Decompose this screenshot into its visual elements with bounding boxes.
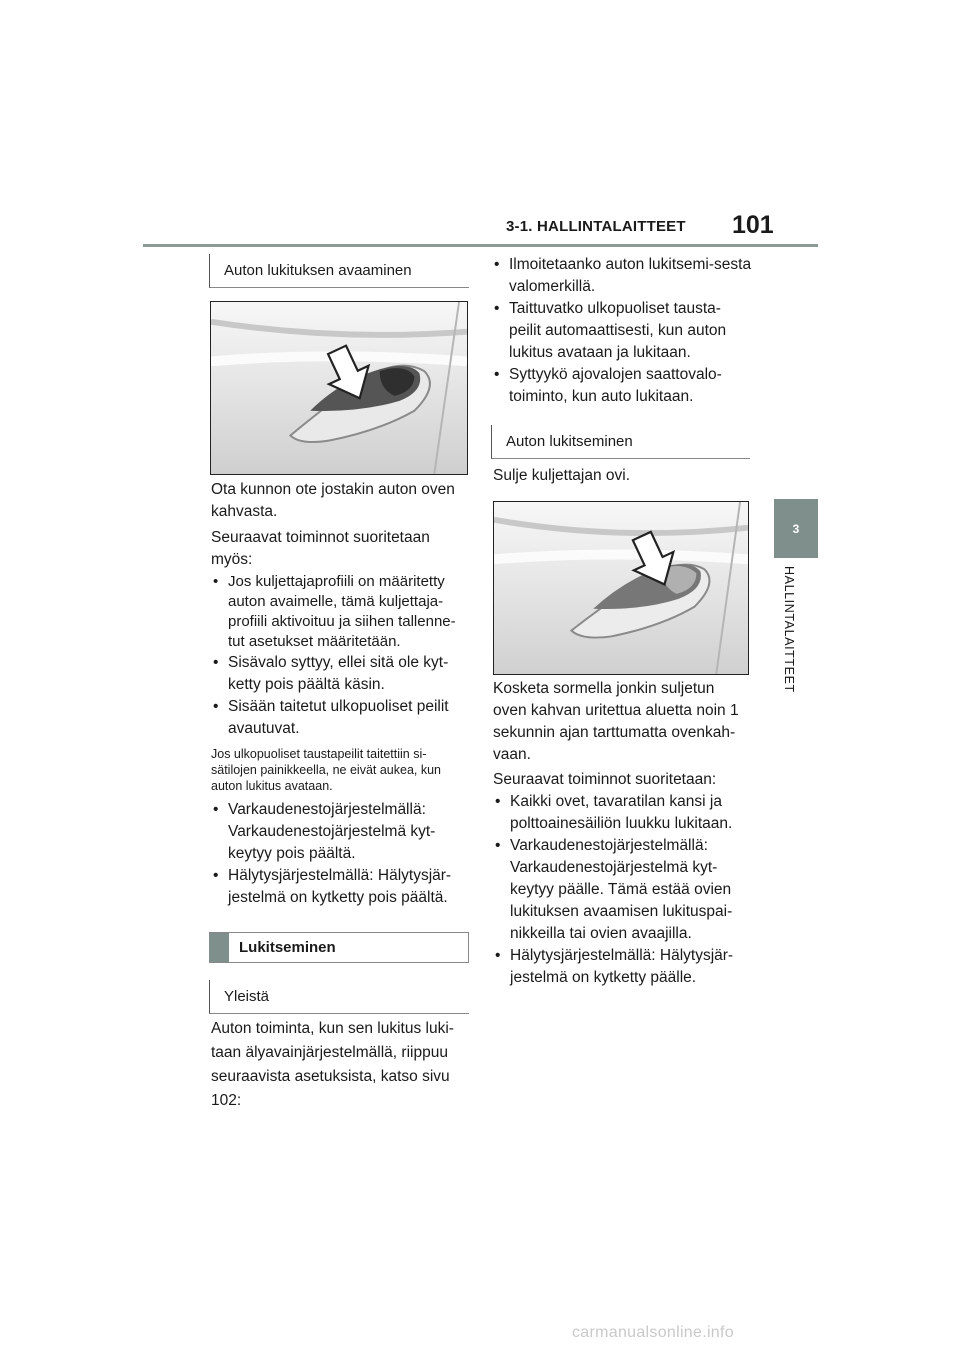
list-item: • Varkaudenestojärjestelmällä: Varkaudenestojärjestelmä kyt-keytyy päälle. Tämä estää ovien lukituksen avaamisen lukituspai-nikkeilla tai ovien avaajilla. bbox=[493, 835, 753, 945]
chapter-side-label bbox=[782, 566, 808, 716]
subheading-general-text: Yleistä bbox=[224, 988, 270, 1005]
unlock-functions-list bbox=[211, 572, 471, 740]
subheading-locking-car bbox=[491, 425, 750, 459]
paragraph-following-functions: Seuraavat toiminnot suoritetaan myös: bbox=[211, 529, 430, 568]
chapter-number: 3 bbox=[792, 521, 800, 536]
paragraph-following-functions-lock: Seuraavat toiminnot suoritetaan: bbox=[493, 771, 717, 788]
door-handle-unlock-drawing bbox=[211, 302, 467, 474]
list-item: • Sisävalo syttyy, ellei sitä ole kyt-ketty pois päältä käsin. bbox=[211, 652, 471, 696]
list-item: • Kaikki ovet, tavaratilan kansi ja polttoainesäiliön luukku lukitaan. bbox=[493, 791, 753, 835]
door-handle-unlock-illustration bbox=[210, 301, 468, 475]
list-item: • Hälytysjärjestelmällä: Hälytysjär-jestelmä on kytketty päälle. bbox=[493, 945, 753, 989]
list-item: • Hälytysjärjestelmällä: Hälytysjär-jestelmä on kytketty pois päältä. bbox=[211, 865, 473, 909]
subheading-general bbox=[209, 980, 469, 1014]
paragraph-touch-handle: Kosketa sormella jonkin suljetun oven kahvan uritettua aluetta noin 1 sekunnin ajan tarttumatta ovenkah-vaan. bbox=[493, 680, 739, 763]
heading-locking bbox=[209, 932, 469, 963]
list-item: • Varkaudenestojärjestelmällä: Varkaudenestojärjestelmä kyt-keytyy pois päältä. bbox=[211, 799, 473, 865]
header-rule bbox=[143, 244, 818, 247]
chapter-tab bbox=[774, 499, 818, 558]
list-item: • Jos kuljettajaprofiili on määritetty auton avaimelle, tämä kuljettaja-profiili aktivoituu ja siihen tallenne-tut asetukset määritetään. bbox=[211, 572, 471, 652]
list-item: • Ilmoitetaanko auton lukitsemi-sesta valomerkillä. bbox=[492, 254, 752, 298]
alarm-functions-list bbox=[211, 799, 473, 909]
list-item: • Sisään taitetut ulkopuoliset peilit avautuvat. bbox=[211, 696, 471, 740]
running-header-section: 3-1. HALLINTALAITTEET bbox=[506, 218, 686, 235]
subheading-unlocking-text: Auton lukituksen avaaminen bbox=[224, 262, 412, 279]
heading-locking-text: Lukitseminen bbox=[239, 939, 336, 956]
mirror-note: Jos ulkopuoliset taustapeilit taitettiin si-sätilojen painikkeella, ne eivät aukea, kun auton lukitus avataan. bbox=[211, 747, 442, 793]
list-item: • Syttyykö ajovalojen saattovalo-toiminto, kun auto lukitaan. bbox=[492, 364, 752, 408]
watermark: carmanualsonline.info bbox=[572, 1324, 734, 1341]
settings-list bbox=[492, 254, 752, 408]
door-handle-lock-illustration bbox=[493, 501, 749, 675]
chapter-side-label-text: HALLINTALAITTEET bbox=[782, 566, 796, 693]
lock-functions-list bbox=[493, 791, 753, 989]
subheading-unlocking bbox=[209, 254, 469, 288]
paragraph-grip-handle: Ota kunnon ote jostakin auton oven kahvasta. bbox=[211, 481, 455, 520]
heading-bar bbox=[209, 933, 229, 962]
page-number: 101 bbox=[732, 211, 774, 239]
paragraph-comfort-access: Auton toiminta, kun sen lukitus luki-taan älyavainjärjestelmällä, riippuu seuraavista asetuksista, katso sivu 102: bbox=[211, 1020, 454, 1109]
subheading-locking-car-text: Auton lukitseminen bbox=[506, 433, 633, 450]
door-handle-lock-drawing bbox=[494, 502, 748, 674]
paragraph-close-door: Sulje kuljettajan ovi. bbox=[493, 467, 630, 484]
list-item: • Taittuvatko ulkopuoliset tausta-peilit automaattisesti, kun auton lukitus avataan ja lukitaan. bbox=[492, 298, 752, 364]
